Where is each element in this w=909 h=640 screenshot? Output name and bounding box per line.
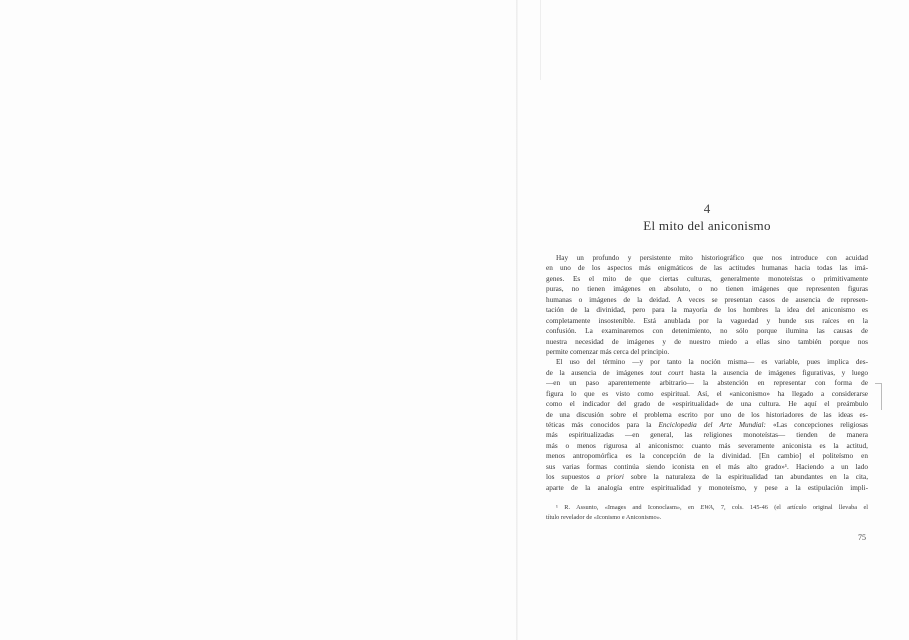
text-line: confusión. La examinaremos con detenimiento, no sólo porque ilumina las causas de	[546, 327, 868, 336]
chapter-title: El mito del aniconismo	[643, 218, 771, 233]
footnote	[546, 503, 868, 524]
margin-mark	[875, 383, 882, 410]
body-text	[546, 253, 868, 493]
footnote-line: ¹ R. Assunto, «Images and Iconoclasm», en EWA, 7, cols. 145-46 (el artículo original llevaba el	[556, 504, 868, 511]
text-line: completamente insostenible. Está anublada por la vaguedad y hunde sus raíces en la	[546, 316, 868, 325]
page-number: 75	[858, 533, 866, 542]
text-line: puras, no tienen imágenes en absoluto, o no tienen imágenes que representen figuras	[546, 285, 868, 294]
footnote-line: título revelador de «Iconismo e Aniconismo».	[546, 514, 662, 522]
page-gutter	[516, 0, 518, 640]
text-line: menos antropomórfica es la concepción de la divinidad. [En cambio] el politeísmo en	[546, 452, 868, 461]
text-line: los supuestos a priori sobre la naturaleza de la espiritualidad tan abundantes en la cita,	[546, 473, 868, 482]
text-line: humanas o imágenes de la deidad. A veces se presentan casos de ausencia de represen-	[546, 295, 868, 304]
text-line: nuestra necesidad de imágenes y de nuestro miedo a ellas sino también porque nos	[546, 337, 868, 346]
text-line: aparte de la analogía entre espiritualidad y monoteísmo, y pese a la estipulación impli-	[546, 483, 868, 492]
text-line: figura lo que es visto como espiritual. Así, el «aniconismo» ha llegado a considerarse	[546, 389, 868, 398]
text-line: El uso del término —y por tanto la noción misma— es variable, pues implica des-	[556, 358, 868, 367]
right-page	[546, 0, 876, 640]
text-line: más o menos rigurosa al aniconismo: cuanto más severamente aniconista es la actitud,	[546, 441, 868, 450]
text-line: tación de la divinidad, pero para la mayoría de los hombres la idea del aniconismo es	[546, 306, 868, 315]
text-line: sus varias formas continúa siendo iconista en el más alto grado»¹. Haciendo a un lado	[546, 462, 868, 471]
text-line: genes. Es el mito de que ciertas culturas, generalmente monoteístas o primitivamente	[546, 274, 868, 283]
page-edge-shadow	[540, 0, 541, 80]
text-line: como el indicador del grado de «espiritualidad» de una cultura. He aquí el preámbulo	[546, 400, 868, 409]
text-line: de la ausencia de imágenes tout court hasta la ausencia de imágenes figurativas, y luego	[546, 368, 868, 377]
text-line: permite comenzar más cerca del principio.	[546, 347, 670, 356]
text-line: de una discusión sobre el problema escrito por uno de los historiadores de las ideas es-	[546, 410, 868, 419]
text-line: Hay un profundo y persistente mito historiográfico que nos introduce con acuidad	[556, 254, 868, 262]
text-line: en uno de los aspectos más enigmáticos de las actitudes humanas hacia todas las imá-	[546, 264, 868, 273]
text-line: téticas más conocidos para la Enciclopedia del Arte Mundial: «Las concepciones religiosas	[546, 421, 868, 429]
text-line: más espiritualizadas —en general, las religiones monoteístas— tienden de manera	[546, 431, 868, 440]
text-line: —en un paso aparentemente arbitrario— la abstención en representar con forma de	[546, 379, 868, 388]
chapter-number: 4	[703, 201, 711, 216]
